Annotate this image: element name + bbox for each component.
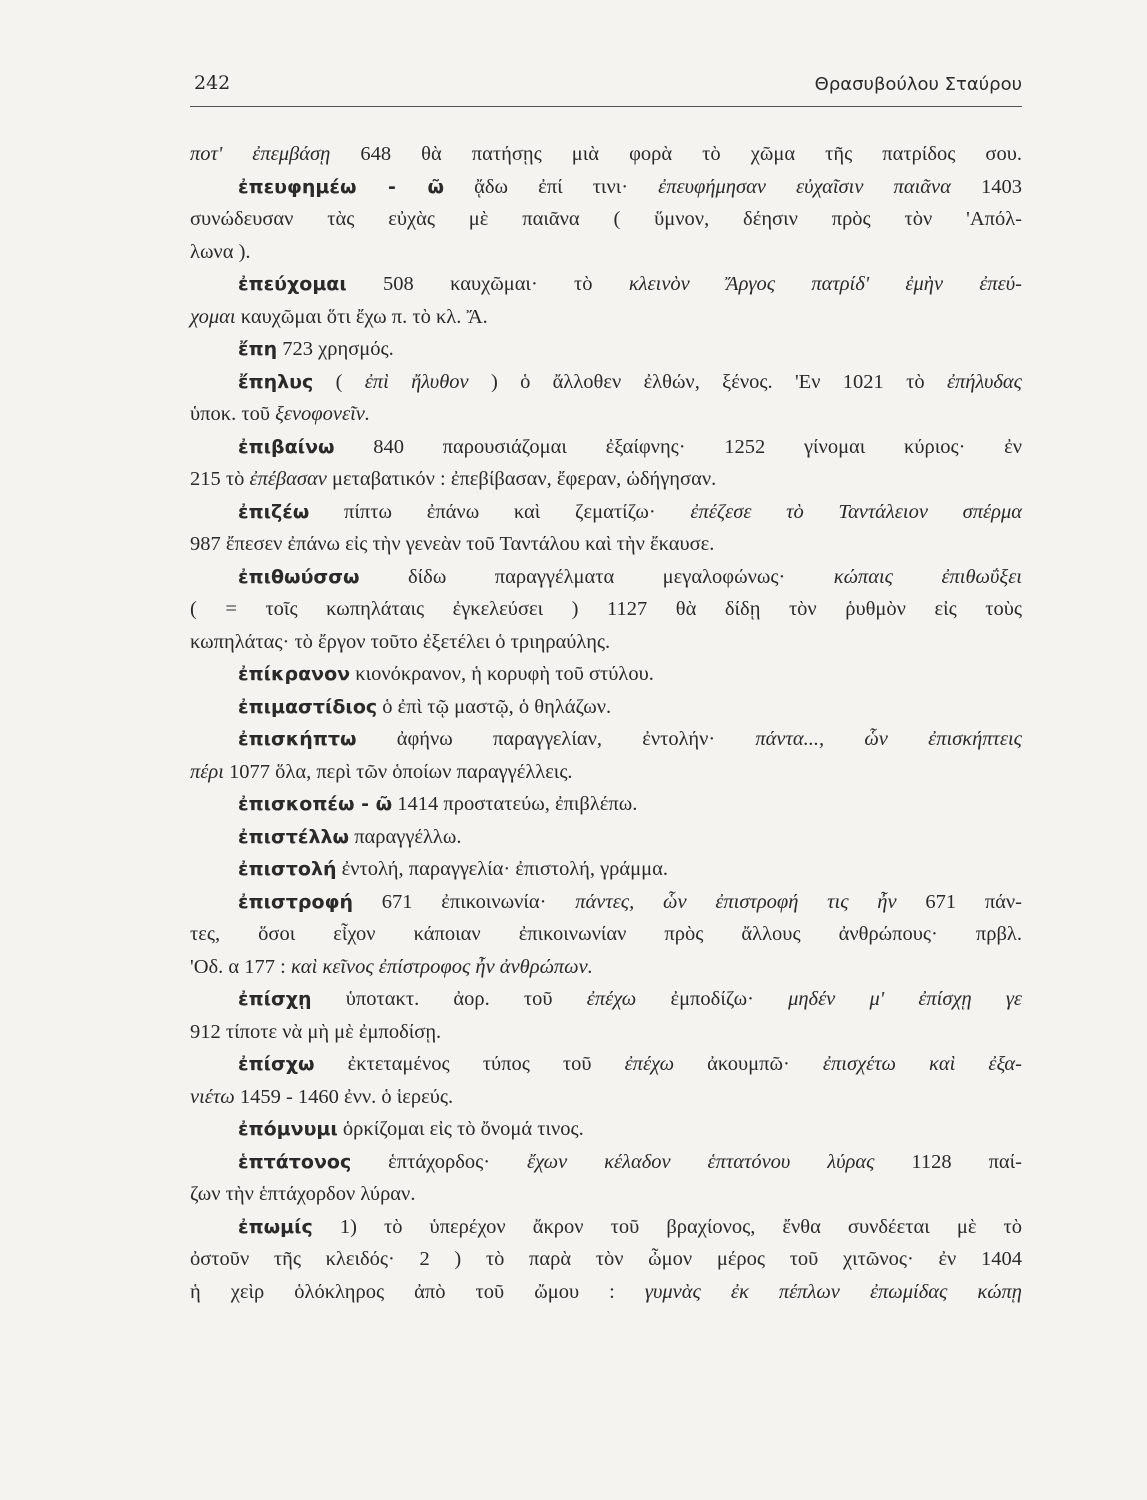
text-line bbox=[190, 496, 1022, 529]
text-line bbox=[190, 171, 1022, 204]
text-line bbox=[190, 626, 1022, 659]
headword: ἐπευφημέω - ῶ bbox=[238, 175, 445, 198]
text-line bbox=[190, 658, 1022, 691]
page-number: 242 bbox=[194, 72, 231, 94]
definition-text: ( = τοῖς κωπηλάταις ἐγκελεύσει ) 1127 θὰ δίδῃ τὸν ῥυθμὸν εἰς τοὺς bbox=[190, 598, 1022, 620]
definition-text: καυχῶμαι ὅτι ἔχω π. τὸ κλ. Ἄ. bbox=[235, 305, 488, 328]
text-line bbox=[190, 983, 1022, 1016]
text-line bbox=[190, 431, 1022, 464]
definition-text: κωπηλάτας· τὸ ἔργον τοῦτο ἐξετέλει ὁ τριηραύλης. bbox=[190, 630, 611, 653]
definition-text: κιονόκρανον, ἡ κορυφὴ τοῦ στύλου. bbox=[350, 663, 654, 685]
quotation: κλεινὸν Ἄργος πατρίδ' ἐμὴν ἐπεύ- bbox=[628, 273, 1022, 295]
definition-text: 987 ἔπεσεν ἐπάνω εἰς τὴν γενεὰν τοῦ Ταντάλου καὶ τὴν ἔκαυσε. bbox=[190, 533, 715, 555]
text-line bbox=[190, 463, 1022, 496]
headword: ἐπισκοπέω - ῶ bbox=[238, 793, 393, 815]
definition-text: 840 παρουσιάζομαι ἐξαίφνης· 1252 γίνομαι κύριος· ἐν bbox=[334, 435, 1022, 458]
text-line bbox=[190, 1211, 1022, 1244]
definition-text: ἐκτεταμένος τύπος τοῦ bbox=[314, 1053, 625, 1075]
definition-text: ὑποκ. τοῦ bbox=[190, 403, 276, 425]
definition-text: ὁ ἐπὶ τῷ μαστῷ, ὁ θηλάζων. bbox=[377, 695, 612, 718]
text-line bbox=[190, 723, 1022, 756]
text-line bbox=[190, 1016, 1022, 1049]
quotation: μηδέν μ' ἐπίσχῃ γε bbox=[788, 988, 1022, 1010]
headword: ἐπιζέω bbox=[238, 500, 310, 523]
headword: ἐπιμαστίδιος bbox=[238, 695, 378, 718]
text-line bbox=[190, 1048, 1022, 1081]
definition-text: ( bbox=[313, 370, 365, 393]
quotation: πάντα..., ὧν ἐπισκήπτεις bbox=[755, 728, 1022, 750]
quotation: χομαι bbox=[190, 305, 236, 328]
headword: ἐπόμνυμι bbox=[238, 1118, 338, 1140]
running-title: Θρασυβούλου Σταύρου bbox=[814, 74, 1022, 95]
quotation: ἐπέχω bbox=[624, 1053, 675, 1075]
text-line bbox=[190, 1146, 1022, 1179]
text-line bbox=[190, 398, 1022, 431]
definition-text: 1128 παί- bbox=[874, 1150, 1023, 1173]
text-line bbox=[190, 268, 1022, 301]
text-line bbox=[190, 1243, 1022, 1276]
quotation: ἐπέζεσε τὸ Ταντάλειον σπέρμα bbox=[690, 500, 1022, 523]
text-line bbox=[190, 1178, 1022, 1211]
text-line bbox=[190, 1276, 1022, 1309]
quotation: ξενοφονεῖν. bbox=[275, 403, 370, 425]
text-line bbox=[190, 788, 1022, 821]
definition-text: παραγγέλλω. bbox=[349, 825, 462, 848]
page-header bbox=[190, 66, 1022, 107]
definition-text: μεταβατικόν : ἐπεβίβασαν, ἔφεραν, ὡδήγησαν. bbox=[326, 468, 717, 490]
text-line bbox=[190, 333, 1022, 366]
definition-text: ἀκουμπῶ· bbox=[674, 1053, 823, 1075]
definition-text: ἐμποδίζω· bbox=[636, 988, 789, 1010]
headword: ἐπωμίς bbox=[238, 1215, 313, 1238]
definition-text: 'Οδ. α 177 : bbox=[190, 955, 291, 978]
text-line bbox=[190, 528, 1022, 561]
headword: ἐπιστέλλω bbox=[238, 825, 350, 848]
definition-text: ὑποτακτ. ἀορ. τοῦ bbox=[311, 988, 587, 1010]
text-line bbox=[190, 593, 1022, 626]
headword: ἐπιστροφή bbox=[238, 890, 353, 913]
definition-text: 671 ἐπικοινωνία· bbox=[352, 890, 576, 913]
text-line bbox=[190, 918, 1022, 951]
definition-text: 1077 ὅλα, περὶ τῶν ὁποίων παραγγέλλεις. bbox=[223, 760, 573, 783]
definition-text: ᾄδω ἐπί τινι· bbox=[444, 175, 659, 198]
headword: ἐπίσχω bbox=[238, 1053, 315, 1075]
definition-text: 1403 bbox=[950, 175, 1022, 198]
definition-text: ὀστοῦν τῆς κλειδός· 2 ) τὸ παρὰ τὸν ὦμον μέρος τοῦ χιτῶνος· ἐν 1404 bbox=[190, 1248, 1022, 1270]
quotation: πάντες, ὧν ἐπιστροφή τις ἦν bbox=[575, 890, 897, 913]
text-line bbox=[190, 951, 1022, 984]
quotation: ἐπευφήμησαν εὐχαῖσιν παιᾶνα bbox=[658, 175, 951, 198]
definition-text: λωνα ). bbox=[190, 240, 251, 263]
text-line bbox=[190, 886, 1022, 919]
definition-text: 1414 προστατεύω, ἐπιβλέπω. bbox=[392, 793, 638, 815]
text-line bbox=[190, 1081, 1022, 1114]
quotation: ἐπήλυδας bbox=[946, 370, 1023, 393]
quotation: κώπαις ἐπιθωΰξει bbox=[833, 565, 1022, 588]
quotation: ἔχων κέλαδον ἑπτατόνου λύρας bbox=[527, 1150, 875, 1173]
definition-text: 1459 - 1460 ἐνν. ὁ ἱερεύς. bbox=[234, 1085, 454, 1108]
text-line bbox=[190, 138, 1022, 171]
headword: ἔπη bbox=[238, 338, 278, 360]
definition-text: ὁρκίζομαι εἰς τὸ ὄνομά τινος. bbox=[337, 1118, 584, 1140]
headword: ἐπιστολή bbox=[238, 858, 337, 880]
definition-text: τες, ὅσοι εἶχον κάποιαν ἐπικοινωνίαν πρὸς ἄλλους ἀνθρώπους· πρβλ. bbox=[190, 923, 1022, 945]
quotation: πέρι bbox=[190, 760, 224, 783]
definition-text: ) ὁ ἄλλοθεν ἐλθών, ξένος. 'Εν 1021 τὸ bbox=[468, 370, 947, 393]
quotation: νιέτω bbox=[190, 1085, 235, 1108]
text-line bbox=[190, 691, 1022, 724]
headword: ἐπίκρανον bbox=[238, 663, 351, 685]
quotation: ἐπισχέτω καὶ ἐξα- bbox=[822, 1053, 1022, 1075]
text-line bbox=[190, 301, 1022, 334]
definition-text: 1) τὸ ὑπερέχον ἄκρον τοῦ βραχίονος, ἔνθα συνδέεται μὲ τὸ bbox=[312, 1215, 1022, 1238]
headword: ἔπηλυς bbox=[238, 370, 314, 393]
definition-text: 215 τὸ bbox=[190, 468, 250, 490]
definition-text: ἐντολή, παραγγελία· ἐπιστολή, γράμμα. bbox=[336, 858, 668, 880]
text-line bbox=[190, 366, 1022, 399]
definition-text: 508 καυχῶμαι· τὸ bbox=[346, 273, 629, 295]
lexicon-body bbox=[190, 138, 1022, 1308]
definition-text: συνώδευσαν τὰς εὐχὰς μὲ παιᾶνα ( ὕμνον, δέησιν πρὸς τὸν 'Απόλ- bbox=[190, 208, 1022, 230]
definition-text: 912 τίποτε νὰ μὴ μὲ ἐμποδίσῃ. bbox=[190, 1020, 442, 1043]
headword: ἐπιθωύσσω bbox=[238, 565, 360, 588]
headword: ἐπιβαίνω bbox=[238, 435, 335, 458]
definition-text: 723 χρησμός. bbox=[277, 338, 394, 360]
headword: ἐπισκήπτω bbox=[238, 728, 357, 750]
quotation: ἐπέβασαν bbox=[249, 468, 327, 490]
text-line bbox=[190, 1113, 1022, 1146]
definition-text: 648 θὰ πατήσῃς μιὰ φορὰ τὸ χῶμα τῆς πατρίδος σου. bbox=[330, 143, 1022, 165]
text-line bbox=[190, 561, 1022, 594]
definition-text: 671 πάν- bbox=[896, 890, 1023, 913]
quotation: ἐπὶ ἤλυθον bbox=[364, 370, 469, 393]
definition-text: ἡ χεὶρ ὁλόκληρος ἀπὸ τοῦ ὤμου : bbox=[190, 1280, 645, 1303]
text-line bbox=[190, 236, 1022, 269]
definition-text: ἑπτάχορδος· bbox=[351, 1150, 528, 1173]
quotation: καὶ κεῖνος ἐπίστροφος ἦν ἀνθρώπων. bbox=[290, 955, 593, 978]
text-line bbox=[190, 853, 1022, 886]
text-line bbox=[190, 203, 1022, 236]
quotation: ἐπέχω bbox=[586, 988, 637, 1010]
text-line bbox=[190, 756, 1022, 789]
definition-text: ζων τὴν ἑπτάχορδον λύραν. bbox=[190, 1183, 416, 1205]
definition-text: πίπτω ἐπάνω καὶ ζεματίζω· bbox=[309, 500, 691, 523]
quotation: γυμνὰς ἐκ πέπλων ἐπωμίδας κώπῃ bbox=[644, 1280, 1022, 1303]
definition-text: ἀφήνω παραγγελίαν, ἐντολήν· bbox=[356, 728, 756, 750]
headword: ἑπτάτονος bbox=[238, 1150, 352, 1173]
text-line bbox=[190, 821, 1022, 854]
definition-text: δίδω παραγγέλματα μεγαλοφώνως· bbox=[359, 565, 834, 588]
headword: ἐπεύχομαι bbox=[238, 273, 347, 295]
quotation: ποτ' ἐπεμβάσῃ bbox=[190, 143, 331, 165]
headword: ἐπίσχῃ bbox=[238, 988, 312, 1010]
